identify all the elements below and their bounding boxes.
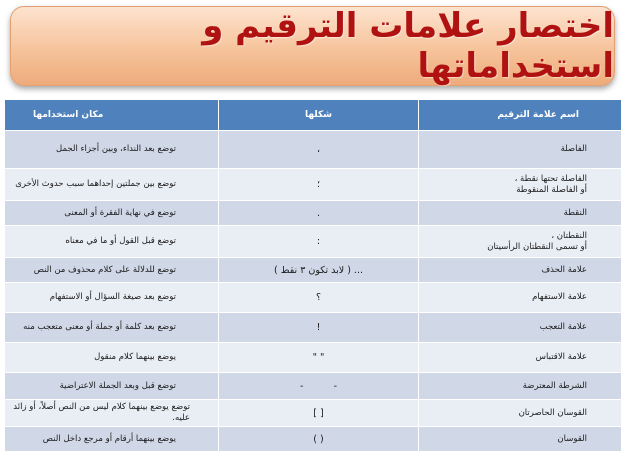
punctuation-table	[4, 99, 622, 451]
table-row	[5, 427, 622, 451]
mark-shape: :	[219, 226, 419, 258]
mark-name: علامة التعجب	[419, 313, 622, 343]
mark-name: النقطة	[419, 201, 622, 226]
mark-shape: ( )	[219, 427, 419, 451]
page-title: اختصار علامات الترقيم و استخداماتها	[202, 6, 614, 86]
mark-name: النقطتان ، أو تسمى النقطتان الرأسيتان	[419, 226, 622, 258]
mark-usage: توضع قبل وبعد الجملة الاعتراضية	[5, 373, 219, 400]
mark-shape: !	[219, 313, 419, 343]
mark-name: علامة الحذف	[419, 258, 622, 283]
mark-name: الشرطة المعترضة	[419, 373, 622, 400]
mark-usage: يوضع بينهما أرقام أو مرجع داخل النص	[5, 427, 219, 451]
mark-shape: [ ]	[219, 400, 419, 427]
table-row	[5, 313, 622, 343]
mark-usage: توضع قبل القول أو ما في معناه	[5, 226, 219, 258]
mark-shape: ،	[219, 131, 419, 169]
mark-usage: يوضع بينهما كلام منقول	[5, 343, 219, 373]
header-usage: مكان استخدامها	[5, 100, 219, 131]
table-row	[5, 283, 622, 313]
mark-usage: توضع بعد صيغة السؤال أو الاستفهام	[5, 283, 219, 313]
mark-shape: - -	[219, 373, 419, 400]
mark-usage: توضع بعد النداء، وبين أجزاء الجمل	[5, 131, 219, 169]
mark-usage: توضع يوضع بينهما كلام ليس من النص أصلاً، أو زائد عليه.	[5, 400, 219, 427]
mark-shape: .	[219, 201, 419, 226]
mark-name: علامة الاستفهام	[419, 283, 622, 313]
mark-name: علامة الاقتباس	[419, 343, 622, 373]
mark-shape: " "	[219, 343, 419, 373]
table-row	[5, 226, 622, 258]
title-banner	[10, 6, 615, 86]
mark-shape: ؟	[219, 283, 419, 313]
table-row	[5, 131, 622, 169]
table-row	[5, 373, 622, 400]
header-name: اسم علامة الترقيم	[419, 100, 622, 131]
mark-usage: توضع في نهاية الفقرة أو المعنى	[5, 201, 219, 226]
table-header-row	[5, 100, 622, 131]
table-row	[5, 343, 622, 373]
mark-name: الفاصلة	[419, 131, 622, 169]
mark-name: القوسان	[419, 427, 622, 451]
table-row	[5, 258, 622, 283]
mark-shape: ... ( لابد تكون ٣ نقط )	[219, 258, 419, 283]
mark-usage: توضع بعد كلمة أو جملة أو معنى متعجب منه	[5, 313, 219, 343]
mark-name: القوسان الحاصرتان	[419, 400, 622, 427]
mark-name: الفاصلة تحتها نقطة ، أو الفاصلة المنقوطة	[419, 169, 622, 201]
mark-shape: ؛	[219, 169, 419, 201]
mark-usage: توضع للدلالة على كلام محذوف من النص	[5, 258, 219, 283]
table-row	[5, 201, 622, 226]
header-shape: شكلها	[219, 100, 419, 131]
mark-usage: توضع بين جملتين إحداهما سبب حدوث الأخرى	[5, 169, 219, 201]
table-row	[5, 169, 622, 201]
table-row	[5, 400, 622, 427]
